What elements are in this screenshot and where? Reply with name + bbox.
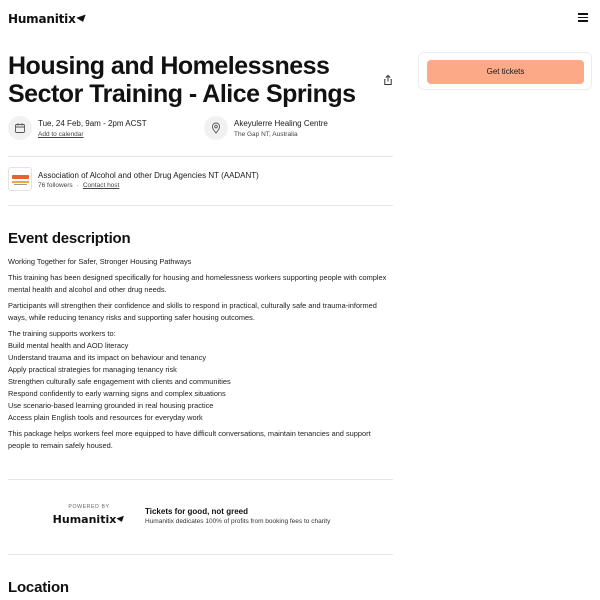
- list-item: Use scenario-based learning grounded in real housing practice: [8, 401, 214, 410]
- tickets-for-good-title: Tickets for good, not greed: [145, 507, 248, 516]
- event-description-heading: Event description: [8, 230, 131, 247]
- location-heading: Location: [8, 579, 69, 596]
- logo-mark-icon: [76, 14, 87, 23]
- logo-mark-icon: [117, 516, 126, 523]
- location-pin-icon: [204, 116, 228, 140]
- date-info: [8, 116, 198, 144]
- venue-name: Akeyulerre Healing Centre: [234, 119, 328, 128]
- host-logo[interactable]: [8, 167, 32, 191]
- list-item: Apply practical strategies for managing tenancy risk: [8, 365, 177, 374]
- divider: [8, 479, 393, 480]
- description-closing: This package helps workers feel more equipped to have difficult conversations, maintain tenancies and support people to remain safely housed.: [8, 429, 371, 450]
- tickets-for-good-subtitle: Humanitix dedicates 100% of profits from booking fees to charity: [145, 518, 331, 525]
- list-item: Understand trauma and its impact on behaviour and tenancy: [8, 353, 207, 362]
- list-intro: The training supports workers to:: [8, 329, 116, 338]
- description-list: [8, 340, 392, 424]
- powered-by: [48, 504, 130, 526]
- event-title: Housing and Homelessness Sector Training - Alice Springs: [8, 52, 356, 108]
- logo-text: Humanitix: [52, 513, 117, 526]
- venue-locality: The Gap NT, Australia: [234, 131, 298, 138]
- humanitix-logo[interactable]: [8, 12, 87, 26]
- add-to-calendar-link[interactable]: Add to calendar: [38, 131, 84, 138]
- list-item: Strengthen culturally safe engagement with clients and communities: [8, 377, 231, 386]
- menu-icon[interactable]: [578, 13, 588, 22]
- venue-info: [204, 116, 394, 144]
- divider: [8, 554, 393, 555]
- logo-text: Humanitix: [8, 12, 76, 26]
- contact-host-link[interactable]: Contact host: [82, 182, 120, 189]
- powered-by-label: POWERED BY: [68, 504, 110, 510]
- host-name[interactable]: Association of Alcohol and other Drug Agencies NT (AADANT): [38, 171, 259, 180]
- meta-separator: ·: [76, 182, 79, 189]
- description-intro: Working Together for Safer, Stronger Housing Pathways: [8, 257, 192, 266]
- ticket-card: [418, 52, 592, 90]
- get-tickets-button[interactable]: Get tickets: [427, 60, 584, 84]
- host-meta: [38, 182, 119, 189]
- description-paragraph: Participants will strengthen their confidence and skills to respond in practical, culturally safe and trauma-informed ways, while reducing tenancy risks and supporting safer housing outcomes.: [8, 301, 377, 322]
- list-item: Build mental health and AOD literacy: [8, 341, 129, 350]
- list-item: Respond confidently to early warning signs and complex situations: [8, 389, 226, 398]
- calendar-icon: [8, 116, 32, 140]
- share-icon[interactable]: [382, 73, 394, 85]
- event-date-time: Tue, 24 Feb, 9am - 2pm ACST: [38, 119, 147, 128]
- list-item: Access plain English tools and resources for everyday work: [8, 413, 203, 422]
- humanitix-logo[interactable]: [48, 513, 130, 526]
- top-bar: [0, 0, 600, 38]
- host-followers: 76 followers: [38, 182, 73, 189]
- event-description: [8, 256, 392, 456]
- divider: [8, 156, 393, 157]
- description-paragraph: This training has been designed specifically for housing and homelessness workers supporting people with complex mental health and alcohol and other drug needs.: [8, 273, 387, 294]
- divider: [8, 205, 393, 206]
